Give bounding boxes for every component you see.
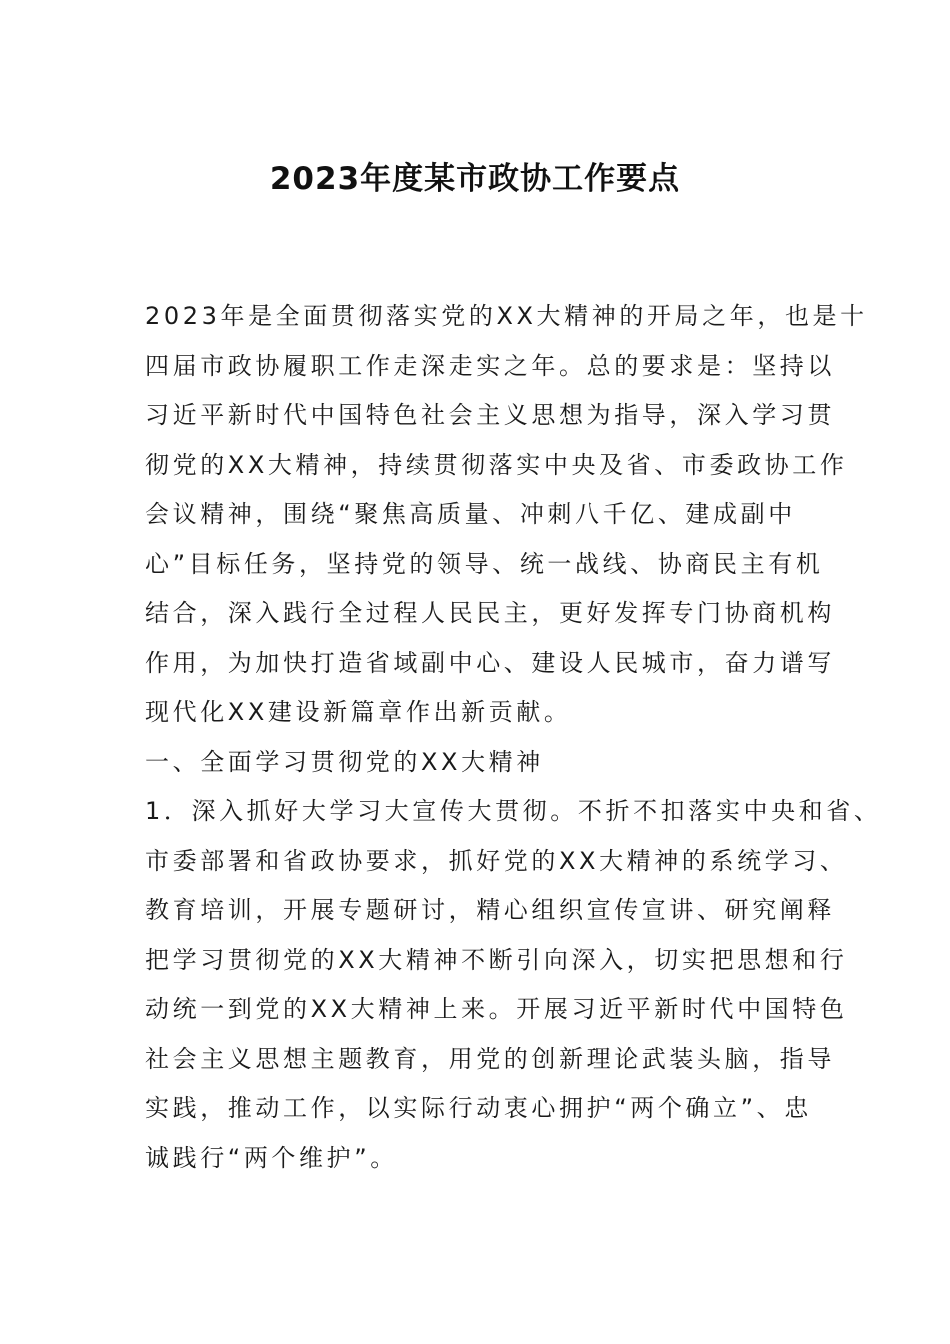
item1-line: 社会主义思想主题教育，用党的创新理论武装头脑，指导 (145, 1044, 835, 1073)
item1-line: 实践，推动工作，以实际行动衷心拥护“两个确立”、忠 (145, 1094, 812, 1122)
intro-line: 四届市政协履职工作走深走实之年。总的要求是：坚持以 (145, 351, 835, 380)
item1-line: 1．深入抓好大学习大宣传大贯彻。不折不扣落实中央和省、 (145, 797, 882, 825)
item1-line: 教育培训，开展专题研讨，精心组织宣传宣讲、研究阐释 (145, 896, 835, 924)
intro-line: 2023年是全面贯彻落实党的XX大精神的开局之年，也是十 (145, 302, 868, 330)
item1-line: 诚践行“两个维护”。 (145, 1143, 398, 1172)
intro-line: 心”目标任务，坚持党的领导、统一战线、协商民主有机 (145, 549, 824, 578)
intro-line: 彻党的XX大精神，持续贯彻落实中央及省、市委政协工作 (145, 450, 848, 479)
item1-line: 把学习贯彻党的XX大精神不断引向深入，切实把思想和行 (145, 945, 848, 974)
item1-line: 市委部署和省政协要求，抓好党的XX大精神的系统学习、 (145, 846, 848, 875)
intro-line: 会议精神，围绕“聚焦高质量、冲刺八千亿、建成副中 (145, 500, 796, 528)
intro-line: 结合，深入践行全过程人民民主，更好发挥专门协商机构 (145, 599, 835, 627)
section-heading: 一、全面学习贯彻党的XX大精神 (145, 747, 544, 776)
intro-line: 作用，为加快打造省域副中心、建设人民城市，奋力谱写 (145, 648, 835, 677)
document-body (145, 292, 882, 1183)
document-title: 2023年度某市政协工作要点 (269, 161, 681, 197)
intro-line: 习近平新时代中国特色社会主义思想为指导，深入学习贯 (145, 401, 835, 429)
item1-line: 动统一到党的XX大精神上来。开展习近平新时代中国特色 (145, 995, 848, 1023)
intro-line: 现代化XX建设新篇章作出新贡献。 (145, 698, 572, 726)
